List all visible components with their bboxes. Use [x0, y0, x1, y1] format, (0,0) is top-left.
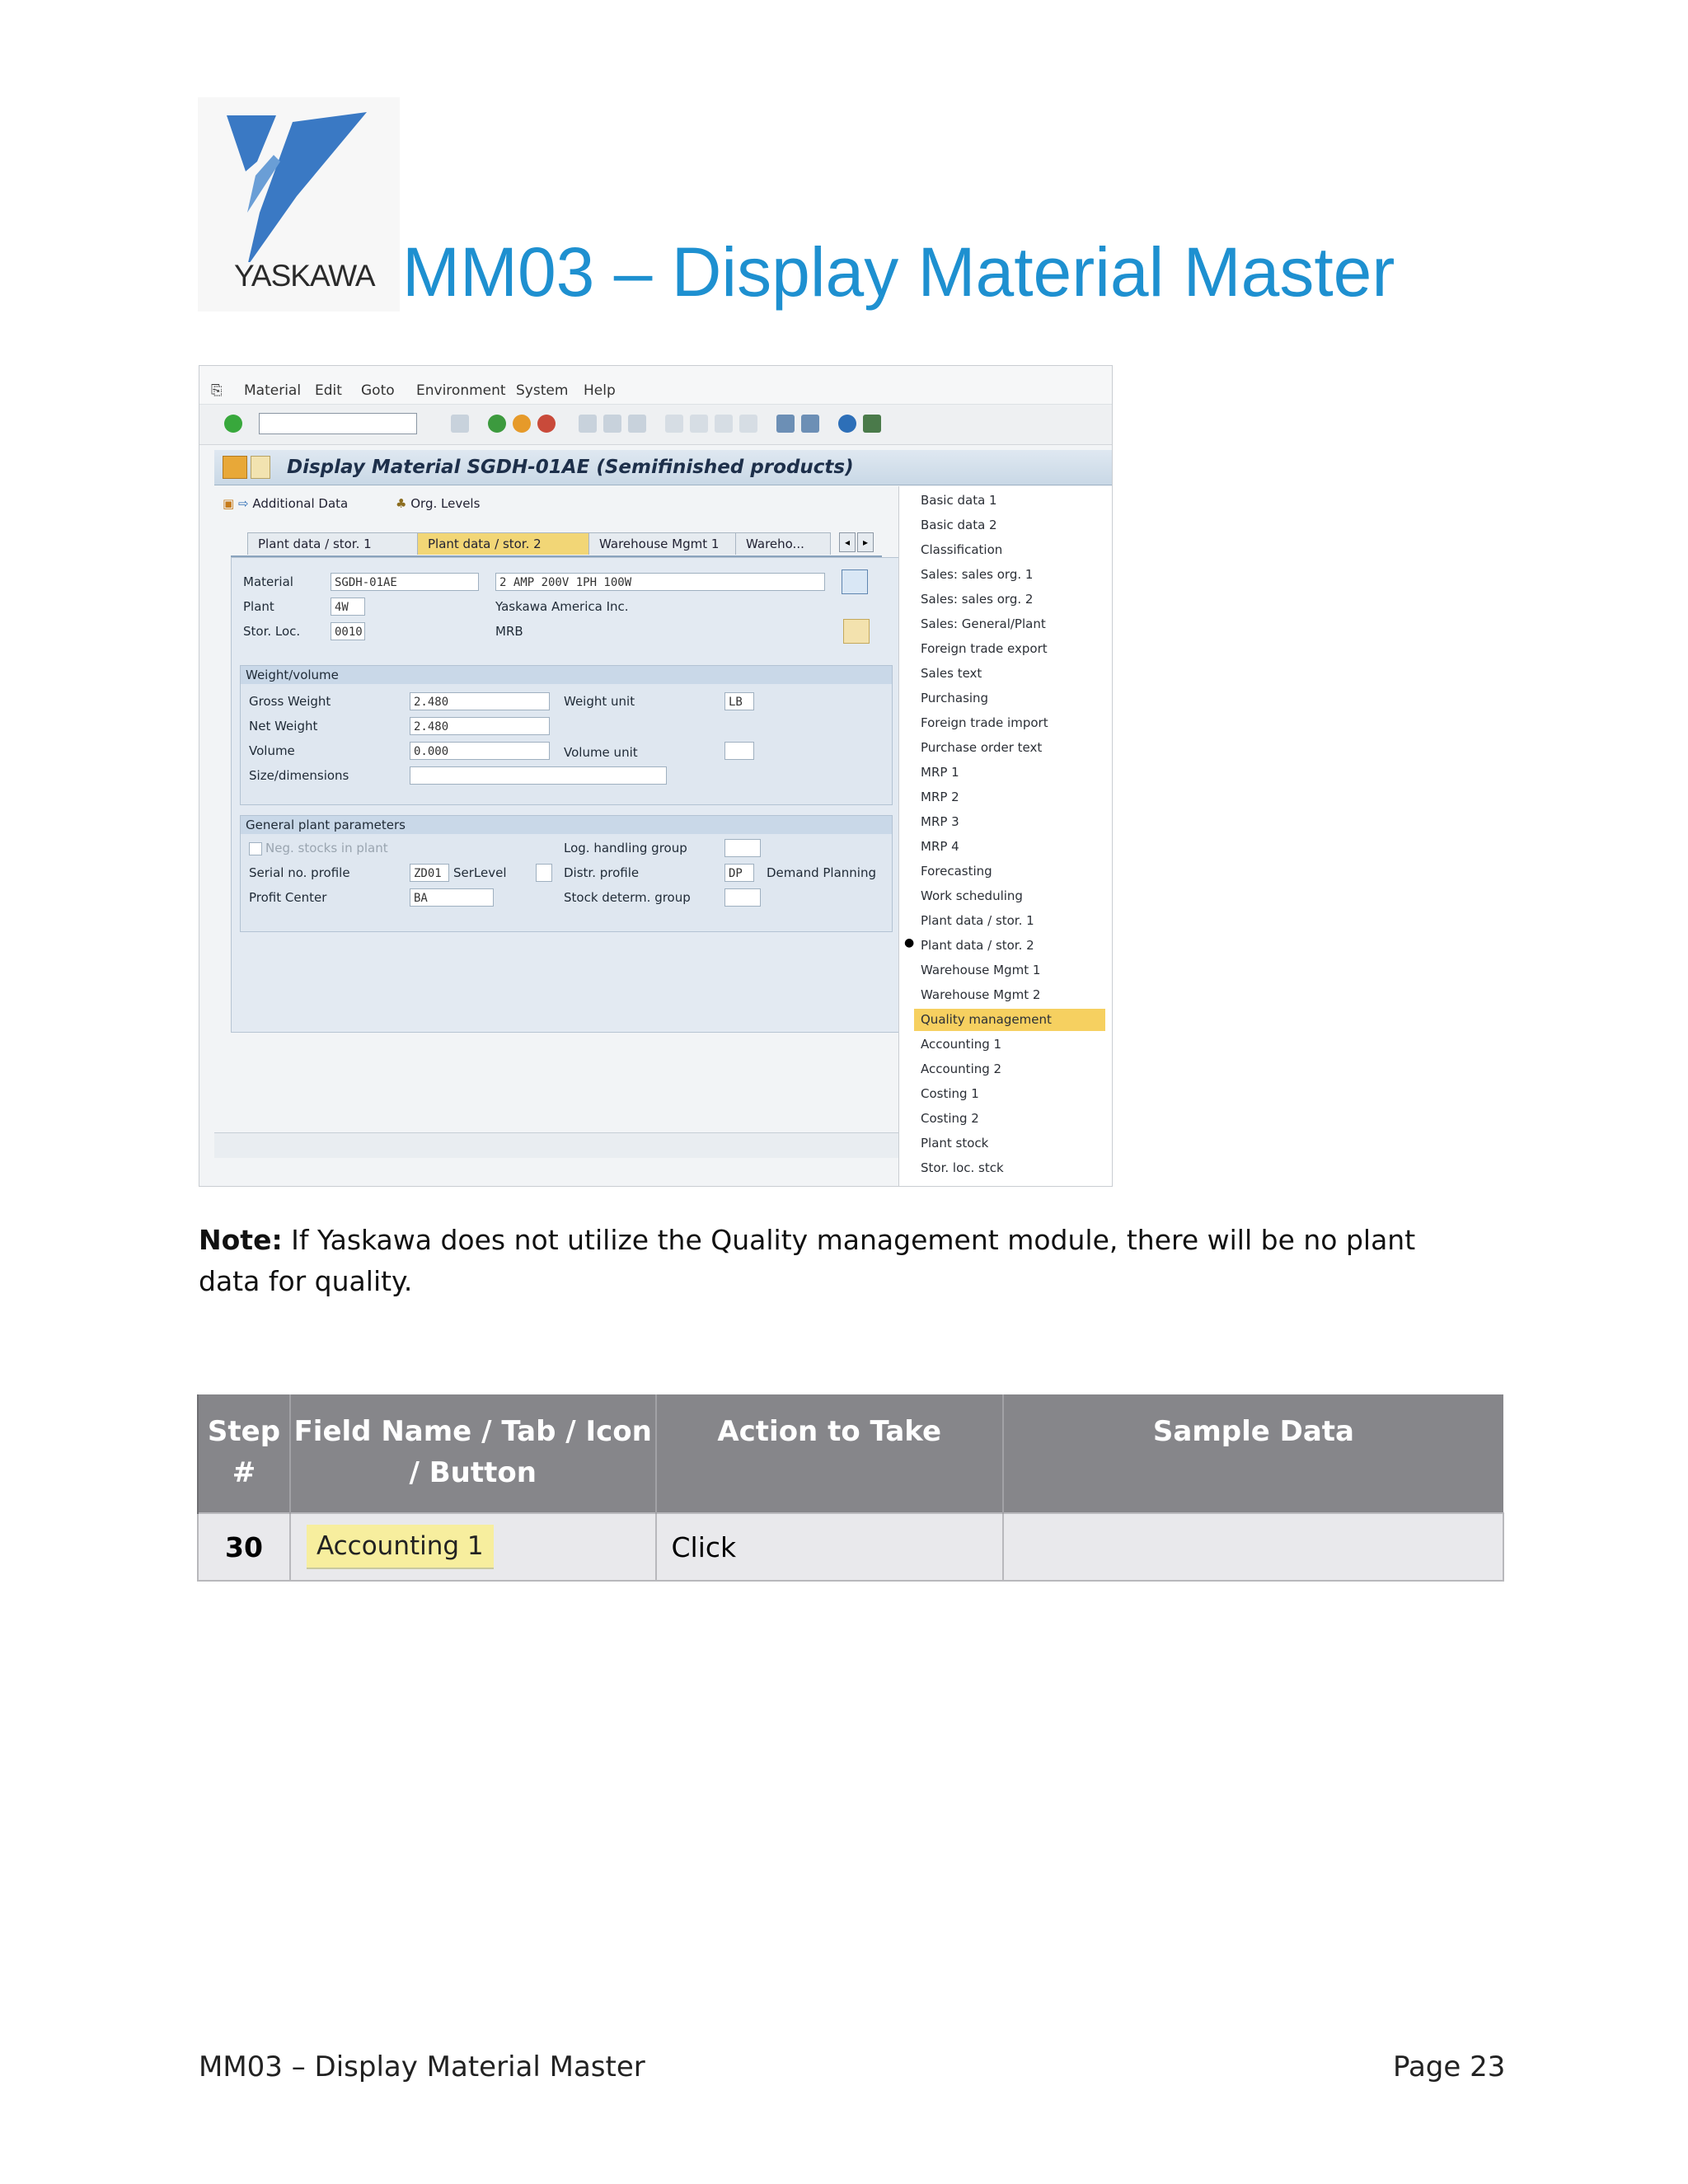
weight-unit-field[interactable]: LB: [724, 692, 754, 710]
page-title: MM03 – Display Material Master: [402, 233, 1395, 311]
net-weight-label: Net Weight: [249, 719, 318, 733]
view-item-current[interactable]: Plant data / stor. 2: [921, 938, 1034, 953]
view-item[interactable]: Plant stock: [921, 1136, 989, 1151]
view-item[interactable]: Warehouse Mgmt 1: [921, 963, 1041, 977]
logo-text: YASKAWA: [234, 259, 375, 293]
back-icon[interactable]: [488, 415, 506, 433]
distr-profile-description: Demand Planning: [767, 865, 876, 880]
view-item[interactable]: Accounting 2: [921, 1062, 1002, 1076]
enter-icon[interactable]: [224, 415, 242, 433]
stock-determ-group-field[interactable]: [724, 888, 761, 907]
sap-screenshot: [199, 365, 1113, 1187]
views-dropdown: [898, 486, 1113, 1186]
sap-menu-bar: [199, 366, 1112, 405]
help-icon[interactable]: [838, 415, 856, 433]
change-icon[interactable]: [843, 619, 870, 644]
menu-goto[interactable]: Goto: [361, 382, 395, 399]
prev-page-icon[interactable]: [690, 415, 708, 433]
find-next-icon[interactable]: [628, 415, 646, 433]
next-page-icon[interactable]: [715, 415, 733, 433]
storage-location-description: MRB: [495, 624, 523, 639]
footer-title: MM03 – Display Material Master: [199, 2050, 645, 2083]
view-item[interactable]: Stor. loc. stck: [921, 1160, 1004, 1175]
weight-volume-group: [240, 665, 893, 805]
org-levels-label: Org. Levels: [410, 496, 481, 511]
new-session-icon[interactable]: [776, 415, 795, 433]
current-view-bullet-icon: ●: [904, 936, 915, 949]
view-item[interactable]: Basic data 2: [921, 518, 997, 532]
general-plant-parameters-title: General plant parameters: [241, 816, 892, 834]
menu-help[interactable]: Help: [584, 382, 616, 399]
material-field[interactable]: SGDH-01AE: [331, 573, 479, 591]
tab-label: Plant data / stor. 2: [428, 537, 542, 551]
accounting-1-highlight: Accounting 1: [307, 1525, 494, 1569]
plant-label: Plant: [243, 599, 274, 614]
header-field-name: [290, 1394, 656, 1513]
step-table: [197, 1394, 1504, 1582]
tab-content-panel: [231, 557, 900, 1033]
volume-unit-label: Volume unit: [564, 745, 638, 760]
shortcut-icon[interactable]: [801, 415, 819, 433]
table-header-row: [198, 1394, 1503, 1513]
neg-stocks-label: Neg. stocks in plant: [265, 841, 388, 855]
customize-icon[interactable]: [863, 415, 881, 433]
tab-strip: [231, 531, 882, 557]
material-label: Material: [243, 574, 293, 589]
volume-label: Volume: [249, 743, 295, 758]
storage-location-field[interactable]: 0010: [331, 622, 365, 640]
menu-icon[interactable]: ⎘: [211, 382, 223, 399]
log-handling-group-field[interactable]: [724, 839, 761, 857]
info-icon[interactable]: [842, 569, 868, 594]
log-handling-group-label: Log. handling group: [564, 841, 687, 855]
view-item[interactable]: Accounting 1: [921, 1037, 1002, 1052]
tab-plant-data-stor-2[interactable]: [417, 532, 595, 555]
distr-profile-label: Distr. profile: [564, 865, 640, 880]
table-row: [198, 1513, 1503, 1581]
view-item[interactable]: Purchasing: [921, 691, 989, 705]
distr-profile-field[interactable]: DP: [724, 864, 754, 882]
cancel-icon[interactable]: [537, 415, 556, 433]
view-item[interactable]: Costing 1: [921, 1086, 979, 1101]
org-levels-button[interactable]: [396, 496, 480, 511]
view-item[interactable]: Foreign trade export: [921, 641, 1048, 656]
view-item[interactable]: MRP 1: [921, 765, 959, 780]
document-icon: [251, 456, 270, 479]
additional-data-button[interactable]: [223, 496, 348, 511]
yaskawa-logo-mark: [198, 97, 400, 262]
scroll-tabs-right-icon[interactable]: ▸: [857, 532, 874, 552]
gross-weight-label: Gross Weight: [249, 694, 331, 709]
print-icon[interactable]: [579, 415, 597, 433]
stock-determ-group-label: Stock determ. group: [564, 890, 691, 905]
find-icon[interactable]: [603, 415, 621, 433]
view-item[interactable]: Costing 2: [921, 1111, 979, 1126]
weight-volume-title: Weight/volume: [241, 666, 892, 684]
view-item[interactable]: Forecasting: [921, 864, 992, 879]
net-weight-field[interactable]: 2.480: [410, 717, 550, 735]
application-toolbar: [214, 486, 915, 519]
sap-title-bar: [214, 450, 1113, 485]
header-sample-data: [1003, 1394, 1503, 1513]
note-label: Note:: [199, 1224, 283, 1256]
view-item[interactable]: Foreign trade import: [921, 715, 1048, 730]
additional-data-label: Additional Data: [252, 496, 349, 511]
view-item[interactable]: MRP 3: [921, 814, 959, 829]
profit-center-field[interactable]: BA: [410, 888, 494, 907]
header-label: Field Name / Tab / Icon / Button: [293, 1415, 652, 1489]
view-item[interactable]: Purchase order text: [921, 740, 1043, 755]
header-label: Action to Take: [717, 1415, 942, 1448]
header-label: Step #: [207, 1415, 281, 1489]
command-field[interactable]: [259, 413, 417, 434]
volume-unit-field[interactable]: [724, 742, 754, 760]
view-item[interactable]: Basic data 1: [921, 493, 997, 508]
page-number: Page 23: [1393, 2050, 1506, 2083]
material-icon: [223, 456, 247, 479]
tab-label: Warehouse Mgmt 1: [599, 537, 720, 551]
plant-field[interactable]: 4W: [331, 598, 365, 616]
volume-field[interactable]: 0.000: [410, 742, 550, 760]
storage-location-label: Stor. Loc.: [243, 624, 301, 639]
material-description-field[interactable]: 2 AMP 200V 1PH 100W: [495, 573, 825, 591]
size-dimensions-label: Size/dimensions: [249, 768, 349, 783]
menu-environment[interactable]: Environment: [416, 382, 506, 399]
note-text: If Yaskawa does not utilize the Quality management module, there will be no plant data for quality.: [199, 1224, 1416, 1297]
serlevel-field[interactable]: [536, 864, 552, 882]
exit-icon[interactable]: [513, 415, 531, 433]
view-item[interactable]: Sales: sales org. 1: [921, 567, 1034, 582]
view-item[interactable]: Work scheduling: [921, 888, 1023, 903]
menu-system[interactable]: System: [516, 382, 569, 399]
header-action: [656, 1394, 1003, 1513]
tab-warehouse-mgmt-1[interactable]: [588, 532, 742, 555]
gross-weight-field[interactable]: 2.480: [410, 692, 550, 710]
profit-center-label: Profit Center: [249, 890, 327, 905]
additional-data-icon: ▣: [223, 496, 235, 511]
neg-stocks-checkbox[interactable]: [249, 842, 262, 855]
view-item[interactable]: MRP 2: [921, 790, 959, 804]
header-label: Sample Data: [1152, 1415, 1354, 1448]
size-dimensions-field[interactable]: [410, 766, 667, 785]
menu-material[interactable]: Material: [244, 382, 302, 399]
org-levels-icon: ♣: [396, 496, 407, 511]
weight-unit-label: Weight unit: [564, 694, 635, 709]
view-item-quality-management[interactable]: Quality management: [914, 1009, 1105, 1031]
sample-data-cell: [1003, 1513, 1503, 1581]
status-bar: [214, 1132, 898, 1158]
note-paragraph: [199, 1220, 1468, 1302]
window-title: Display Material SGDH-01AE (Semifinished products): [287, 457, 854, 478]
step-number: 30: [198, 1513, 290, 1581]
tab-warehouse-more[interactable]: [735, 532, 831, 555]
menu-edit[interactable]: Edit: [315, 382, 342, 399]
view-item[interactable]: Warehouse Mgmt 2: [921, 987, 1041, 1002]
tab-plant-data-stor-1[interactable]: [247, 532, 425, 555]
serlevel-label: SerLevel: [453, 865, 507, 880]
view-item[interactable]: Sales: sales org. 2: [921, 592, 1034, 607]
view-item[interactable]: MRP 4: [921, 839, 959, 854]
last-page-icon[interactable]: [739, 415, 757, 433]
plant-description: Yaskawa America Inc.: [495, 599, 629, 614]
header-step: [198, 1394, 290, 1513]
field-name-cell: [290, 1513, 656, 1581]
view-item[interactable]: Sales: General/Plant: [921, 616, 1046, 631]
arrow-right-icon: ⇨: [237, 496, 249, 511]
action-cell: Click: [656, 1513, 1003, 1581]
view-item[interactable]: Classification: [921, 542, 1003, 557]
tab-label: Plant data / stor. 1: [258, 537, 372, 551]
serial-profile-field[interactable]: ZD01: [410, 864, 449, 882]
tab-label: Wareho...: [746, 537, 804, 551]
view-item[interactable]: Sales text: [921, 666, 982, 681]
yaskawa-logo: [198, 97, 400, 312]
sap-toolbar: [199, 405, 1112, 445]
save-icon[interactable]: [451, 415, 469, 433]
scroll-tabs-left-icon[interactable]: ◂: [839, 532, 856, 552]
first-page-icon[interactable]: [665, 415, 683, 433]
general-plant-parameters-group: [240, 815, 893, 932]
serial-profile-label: Serial no. profile: [249, 865, 350, 880]
view-item[interactable]: Plant data / stor. 1: [921, 913, 1034, 928]
